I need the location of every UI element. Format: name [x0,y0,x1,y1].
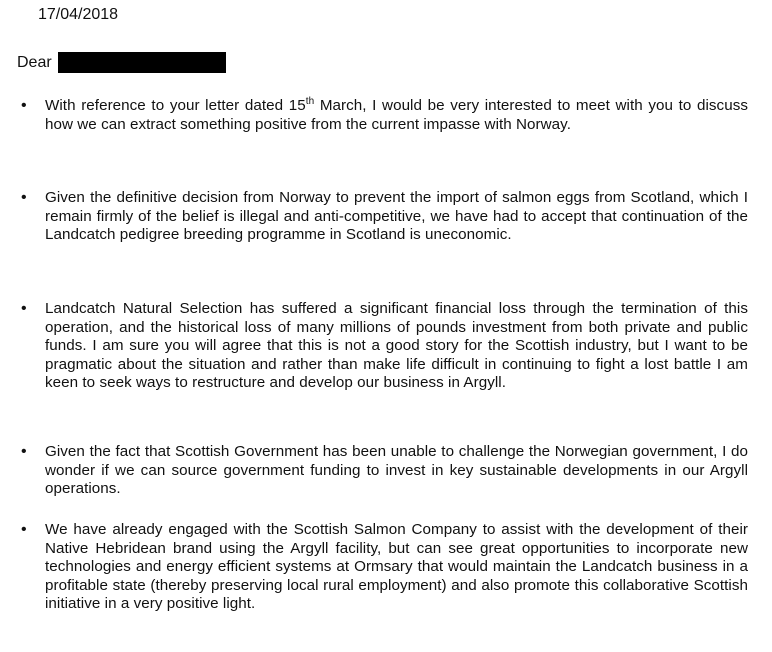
bullet-text-5: We have already engaged with the Scottish Salmon Company to assist with the development of their Native Hebridean brand using the Argyll facility, but can see great opportunities to incorporate new technologies and energy efficient systems at Ormsary that would maintain the Landcatch business in a profitable state (thereby preserving local rural employment) and also promote this collaborative Scottish initiative in a very positive light. [45,521,748,613]
bullet-item-3 [18,300,748,393]
bullet-text-1-before: With reference to your letter dated 15 [45,97,306,114]
bullet-marker: • [21,443,27,460]
bullet-item-5 [18,521,748,614]
bullet-text-1 [45,97,748,134]
bullet-marker: • [21,300,27,317]
bullet-marker: • [21,97,27,114]
bullet-text-3: Landcatch Natural Selection has suffered a significant financial loss through the termination of this operation, and the historical loss of many millions of pounds investment from both private and public funds. I am sure you will agree that this is not a good story for the Scottish industry, but I want to be pragmatic about the situation and rather than make life difficult in continuing to fight a lost battle I am keen to seek ways to restructure and develop our business in Argyll. [45,300,748,392]
redacted-recipient-name [58,52,226,73]
bullet-marker: • [21,189,27,206]
bullet-text-4: Given the fact that Scottish Government has been unable to challenge the Norwegian government, I do wonder if we can source government funding to invest in key sustainable developments in our Argyll operations. [45,443,748,498]
bullet-item-1 [18,97,748,134]
letter-date: 17/04/2018 [38,6,119,23]
salutation-text: Dear [17,53,52,71]
bullet-text-1-superscript: th [305,95,315,107]
salutation [17,52,226,73]
bullet-item-2 [18,189,748,245]
bullet-text-1-after: March, I would be very interested to meet with you to discuss how we can extract something positive from the current impasse with Norway. [45,97,748,133]
bullet-item-4 [18,443,748,499]
bullet-text-2: Given the definitive decision from Norway to prevent the import of salmon eggs from Scotland, which I remain firmly of the belief is illegal and anti-competitive, we have had to accept that continuation of the Landcatch pedigree breeding programme in Scotland is uneconomic. [45,189,748,244]
bullet-marker: • [21,521,27,538]
